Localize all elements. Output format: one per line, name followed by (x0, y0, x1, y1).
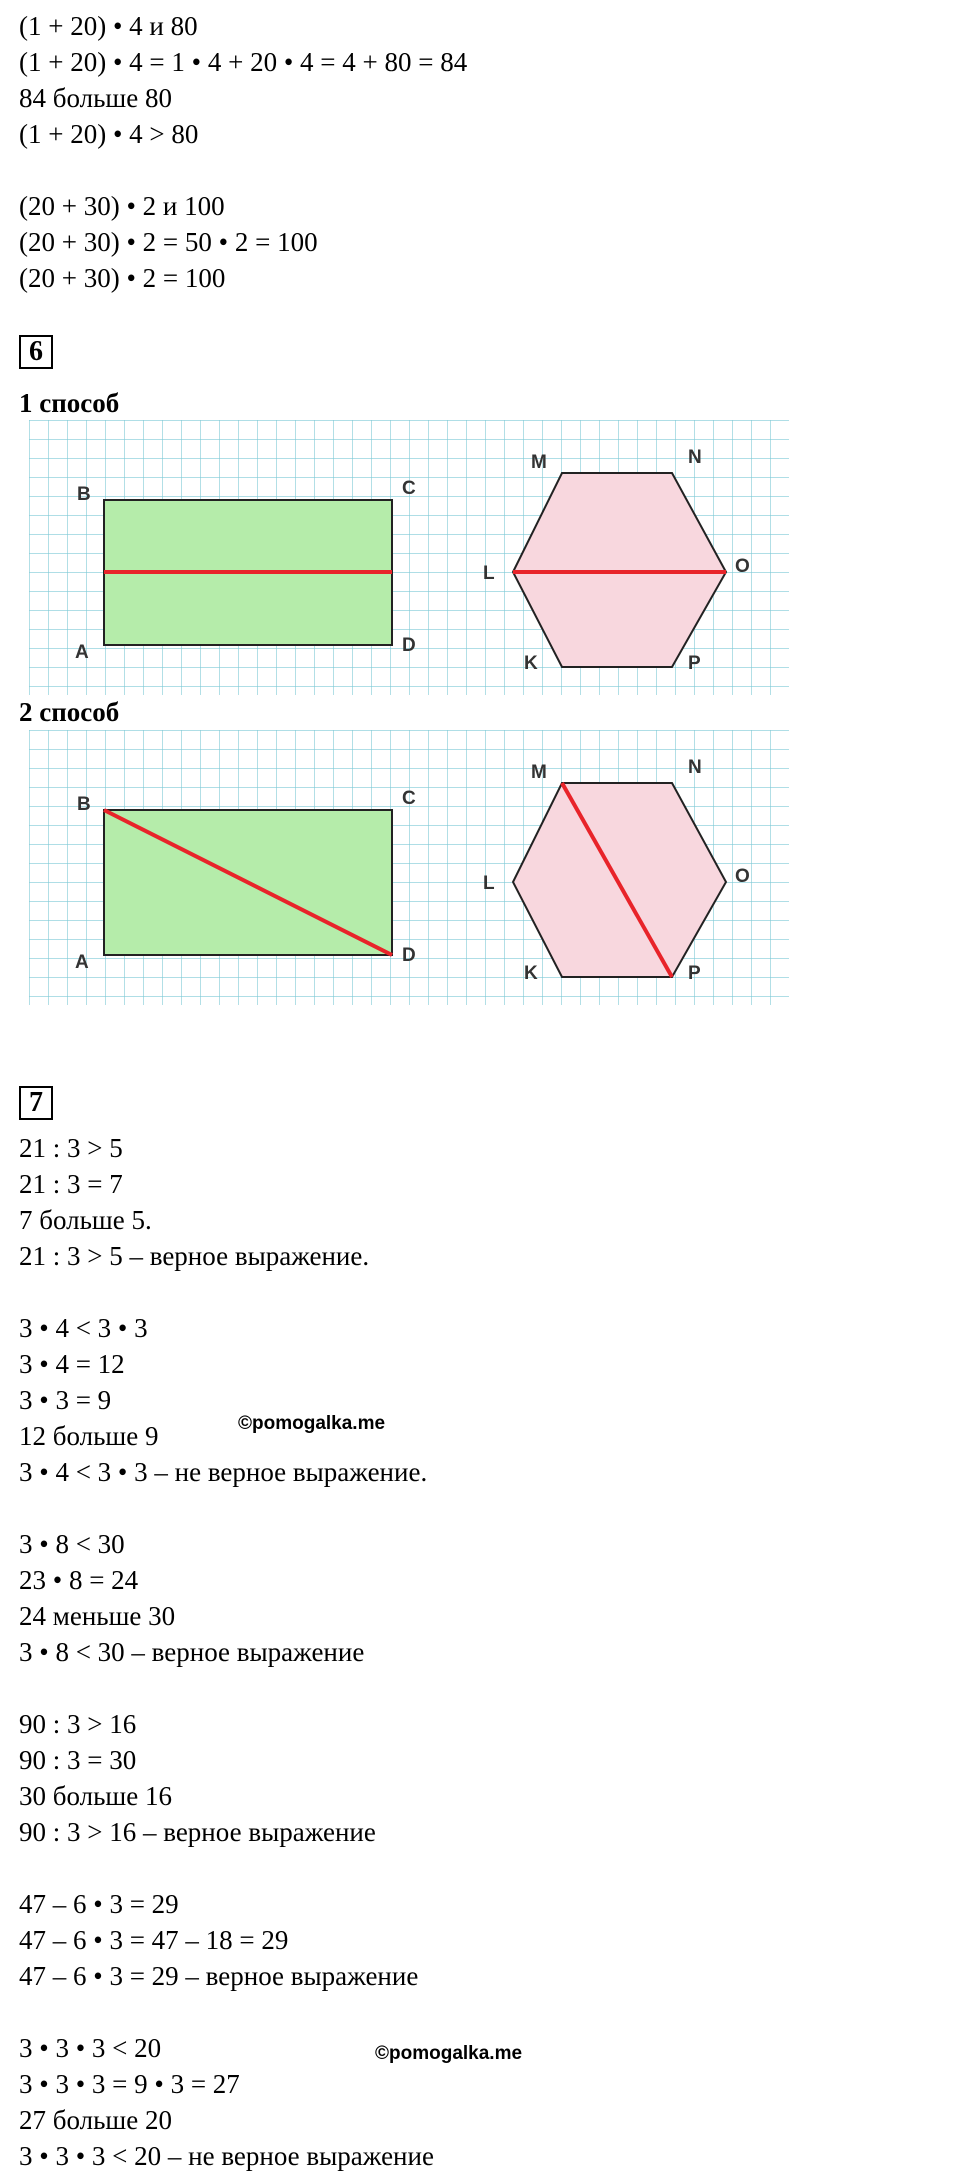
text-line: 27 больше 20 (19, 2105, 172, 2135)
label-l: L (483, 873, 495, 894)
text-line: 90 : 3 = 30 (19, 1745, 137, 1775)
method-2-figure (29, 730, 789, 1005)
top-calculations (19, 8, 467, 296)
text-line (19, 1850, 434, 1886)
text-line: 30 больше 16 (19, 1781, 172, 1811)
method-2-heading: 2 способ (19, 697, 120, 727)
text-line: 90 : 3 > 16 – верное выражение (19, 1817, 376, 1847)
text-line: 3 • 8 < 30 (19, 1529, 125, 1559)
label-b: B (77, 484, 91, 505)
text-line: (1 + 20) • 4 и 80 (19, 11, 198, 41)
task-6-number: 6 (19, 335, 53, 369)
text-line: (20 + 30) • 2 = 50 • 2 = 100 (19, 227, 318, 257)
method-1-figure (29, 420, 789, 695)
label-k: K (524, 653, 538, 674)
text-line (19, 1994, 434, 2030)
text-line: 21 : 3 > 5 – верное выражение. (19, 1241, 370, 1271)
label-c: C (402, 788, 416, 809)
text-line (19, 1490, 434, 1526)
label-l: L (483, 563, 495, 584)
text-line: 3 • 3 • 3 < 20 (19, 2033, 162, 2063)
text-line: 21 : 3 > 5 (19, 1133, 123, 1163)
label-c: C (402, 478, 416, 499)
text-line: 47 – 6 • 3 = 29 – верное выражение (19, 1961, 419, 1991)
label-n: N (688, 757, 702, 778)
label-m: M (531, 452, 547, 473)
text-line: 3 • 8 < 30 – верное выражение (19, 1637, 365, 1667)
text-line: 84 больше 80 (19, 83, 172, 113)
text-line: 3 • 3 = 9 (19, 1385, 112, 1415)
label-p: P (688, 653, 701, 674)
text-line: (1 + 20) • 4 > 80 (19, 119, 199, 149)
task-7-solutions (19, 1130, 434, 2174)
text-line: 3 • 4 < 3 • 3 (19, 1313, 148, 1343)
label-a: A (75, 952, 89, 973)
text-line: 3 • 4 < 3 • 3 – не верное выражение. (19, 1457, 428, 1487)
text-line: 3 • 4 = 12 (19, 1349, 125, 1379)
label-d: D (402, 635, 416, 656)
watermark: ©pomogalka.me (238, 1413, 386, 1434)
label-d: D (402, 945, 416, 966)
text-line: 47 – 6 • 3 = 29 (19, 1889, 179, 1919)
text-line: (20 + 30) • 2 = 100 (19, 263, 226, 293)
text-line (19, 1274, 434, 1310)
label-o: O (735, 556, 750, 577)
label-a: A (75, 642, 89, 663)
label-b: B (77, 794, 91, 815)
text-line: 21 : 3 = 7 (19, 1169, 123, 1199)
label-n: N (688, 447, 702, 468)
label-p: P (688, 963, 701, 984)
text-line: 24 меньше 30 (19, 1601, 176, 1631)
watermark: ©pomogalka.me (375, 2043, 523, 2064)
text-line: 3 • 3 • 3 < 20 – не верное выражение (19, 2141, 434, 2171)
text-line: 23 • 8 = 24 (19, 1565, 139, 1595)
text-line (19, 1670, 434, 1706)
text-line: 12 больше 9 (19, 1421, 159, 1451)
text-line: 90 : 3 > 16 (19, 1709, 137, 1739)
text-line: (20 + 30) • 2 и 100 (19, 191, 225, 221)
label-k: K (524, 963, 538, 984)
task-7-number: 7 (19, 1086, 53, 1120)
label-o: O (735, 866, 750, 887)
label-m: M (531, 762, 547, 783)
text-line: 47 – 6 • 3 = 47 – 18 = 29 (19, 1925, 289, 1955)
text-line: 3 • 3 • 3 = 9 • 3 = 27 (19, 2069, 240, 2099)
text-line: (1 + 20) • 4 = 1 • 4 + 20 • 4 = 4 + 80 = 84 (19, 47, 468, 77)
text-line: 7 больше 5. (19, 1205, 152, 1235)
method-1-heading: 1 способ (19, 388, 120, 418)
text-line (19, 152, 467, 188)
